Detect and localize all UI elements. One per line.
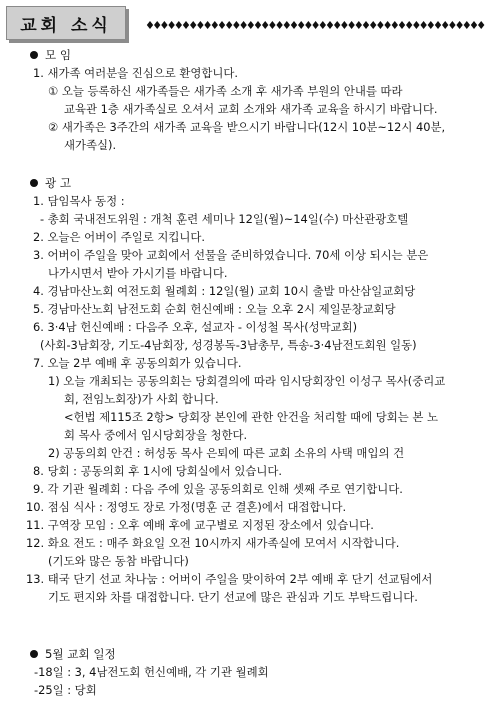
diamond-icon: [262, 21, 268, 29]
diamond-icon: [348, 21, 354, 29]
diamond-divider-icon: [146, 20, 486, 30]
text-line: 6. 3·4남 헌신예배 : 다음주 오후, 설교자 - 이성철 목사(성막교회): [33, 320, 358, 334]
diamond-icon: [176, 21, 182, 29]
text-line: 1. 새가족 여러분을 진심으로 환영합니다.: [33, 66, 239, 80]
diamond-icon: [363, 21, 369, 29]
section-title: 모 임: [45, 48, 72, 62]
text-line: 5. 경남마산노회 남전도회 순회 헌신예배 : 오늘 오후 2시 제일문창교회당: [33, 302, 396, 316]
text-line: 회 목사 중에서 임시당회장을 청한다.: [64, 428, 248, 442]
diamond-icon: [219, 21, 225, 29]
diamond-icon: [284, 21, 290, 29]
diamond-icon: [334, 21, 340, 29]
diamond-icon: [183, 21, 189, 29]
diamond-icon: [204, 21, 210, 29]
diamond-icon: [276, 21, 282, 29]
diamond-icon: [392, 21, 398, 29]
text-line: 7. 오늘 2부 예배 후 공동의회가 있습니다.: [33, 356, 242, 370]
diamond-icon: [471, 21, 477, 29]
diamond-icon: [212, 21, 218, 29]
diamond-icon: [456, 21, 462, 29]
text-line: 교육관 1층 새가족실로 오셔서 교회 소개와 새가족 교육을 하시기 바랍니다.: [64, 102, 438, 116]
text-line: 8. 당회 : 공동의회 후 1시에 당회실에서 있습니다.: [33, 464, 282, 478]
text-line: (사회-3남회장, 기도-4남회장, 성경봉독-3남총무, 특송-3·4남전도회원 일동): [40, 338, 417, 352]
text-line: 12. 화요 전도 : 매주 화요일 오전 10시까지 새가족실에 모여서 시작합니다.: [26, 536, 400, 550]
text-line: ① 오늘 등록하신 새가족들은 새가족 소개 후 새가족 부원의 안내를 따라: [48, 84, 403, 98]
diamond-icon: [406, 21, 412, 29]
diamond-icon: [320, 21, 326, 29]
diamond-icon: [226, 21, 232, 29]
text-line: 기도 편지와 차를 대접합니다. 단기 선교에 많은 관심과 기도 부탁드립니다.: [48, 590, 418, 604]
text-line: 10. 점심 식사 : 정영도 장로 가정(명훈 군 결혼)에서 대접합니다.: [26, 500, 347, 514]
diamond-icon: [478, 21, 484, 29]
diamond-icon: [197, 21, 203, 29]
bullet-icon: [30, 650, 38, 658]
diamond-icon: [168, 21, 174, 29]
diamond-icon: [399, 21, 405, 29]
text-line: 1. 담임목사 동정 :: [33, 194, 125, 208]
diamond-icon: [154, 21, 160, 29]
text-line: 9. 각 기관 월례회 : 다음 주에 있을 공동의회로 인해 셋째 주로 연기합니다.: [33, 482, 403, 496]
text-line: 회, 전임노회장)가 사회 합니다.: [64, 392, 219, 406]
diamond-icon: [190, 21, 196, 29]
diamond-icon: [428, 21, 434, 29]
diamond-icon: [305, 21, 311, 29]
text-line: ② 새가족은 3주간의 새가족 교육을 받으시기 바랍니다(12시 10분~12시 40분,: [48, 120, 446, 134]
text-line: 2. 오늘은 어버이 주일로 지킵니다.: [33, 230, 206, 244]
diamond-icon: [269, 21, 275, 29]
text-line: - 총회 국내전도위원 : 개척 훈련 세미나 12일(월)~14일(수) 마산관광호텔: [40, 212, 409, 226]
text-line: 새가족실).: [64, 138, 117, 152]
text-line: <헌법 제115조 2항> 당회장 본인에 관한 안건을 처리할 때에 당회는 본 노: [64, 410, 438, 424]
diamond-icon: [341, 21, 347, 29]
diamond-icon: [327, 21, 333, 29]
text-line: 3. 어버이 주일을 맞아 교회에서 선물을 준비하였습니다. 70세 이상 되시는 분은: [33, 248, 429, 262]
title-box: [6, 6, 126, 40]
diamond-icon: [161, 21, 167, 29]
diamond-icon: [298, 21, 304, 29]
diamond-icon: [420, 21, 426, 29]
text-line: 13. 태국 단기 선교 차나눔 : 어버이 주일을 맞이하여 2부 예배 후 단기 선교팀에서: [26, 572, 433, 586]
diamond-icon: [413, 21, 419, 29]
bullet-icon: [30, 179, 38, 187]
text-line: (기도와 많은 동참 바랍니다): [48, 554, 189, 568]
schedule-item: -18일 : 3, 4남전도회 헌신예배, 각 기관 월례회: [34, 665, 269, 679]
diamond-icon: [356, 21, 362, 29]
diamond-icon: [464, 21, 470, 29]
diamond-icon: [240, 21, 246, 29]
section-heading-schedule: [30, 646, 116, 662]
text-line: 2) 공동의회 안건 : 허성동 목사 은퇴에 따른 교회 소유의 사택 매입의 건: [48, 446, 405, 460]
section-title: 5월 교회 일정: [45, 647, 116, 661]
text-line: 4. 경남마산노회 여전도회 월례회 : 12일(월) 교회 10시 출발 마산삼일교회당: [33, 284, 416, 298]
diamond-icon: [255, 21, 261, 29]
diamond-icon: [377, 21, 383, 29]
diamond-icon: [442, 21, 448, 29]
diamond-icon: [233, 21, 239, 29]
header: [6, 6, 486, 42]
page-title: 교회 소식: [20, 15, 112, 36]
diamond-divider: [146, 20, 486, 30]
diamond-icon: [384, 21, 390, 29]
text-line: 1) 오늘 개최되는 공동의회는 당회결의에 따라 임시당회장인 이성구 목사(중리교: [48, 374, 446, 388]
diamond-icon: [291, 21, 297, 29]
text-line: 11. 구역장 모임 : 오후 예배 후에 교구별로 지정된 장소에서 있습니다.: [26, 518, 374, 532]
section-title: 광 고: [45, 176, 72, 190]
diamond-icon: [449, 21, 455, 29]
text-line: 나가시면서 받아 가시기를 바랍니다.: [48, 266, 228, 280]
diamond-icon: [147, 21, 153, 29]
diamond-icon: [370, 21, 376, 29]
diamond-icon: [248, 21, 254, 29]
section-heading-gwanggo: [30, 175, 71, 191]
diamond-icon: [312, 21, 318, 29]
bullet-icon: [30, 51, 38, 59]
diamond-icon: [435, 21, 441, 29]
schedule-item: -25일 : 당회: [34, 683, 97, 697]
section-heading-moim: [30, 47, 71, 63]
